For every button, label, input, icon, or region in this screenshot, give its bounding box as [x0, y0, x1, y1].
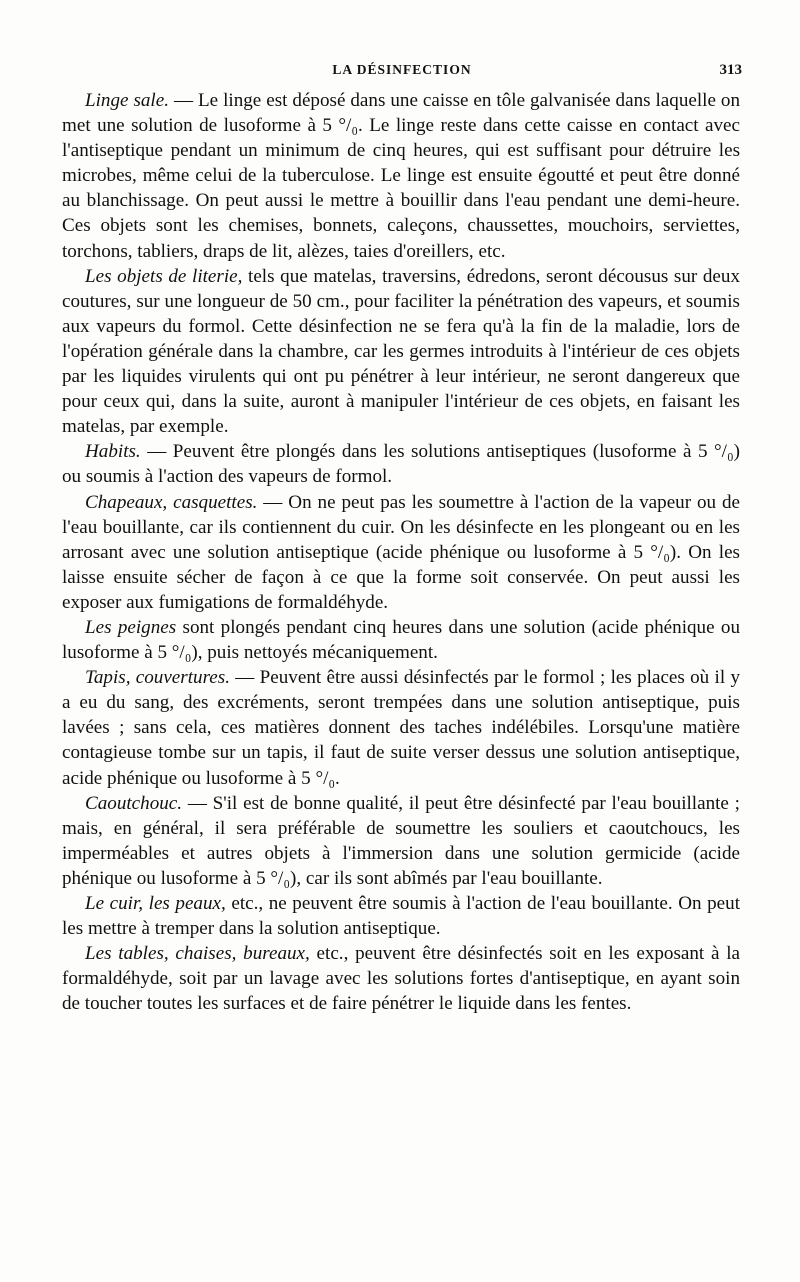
paragraph-text: etc., ne peuvent être soumis à l'action de l'eau bouillante. On peut les mettre à tremper dans la solution antiseptique. — [62, 893, 741, 940]
paragraph-text: — Peuvent être plongés dans les solutions antiseptiques (lusoforme à 5 °/₀) ou soumis à l'action des vapeurs de formol. — [62, 441, 740, 488]
paragraph-linge-sale — [62, 88, 740, 264]
paragraph-caoutchouc — [62, 791, 740, 891]
paragraph-text: etc., peuvent être désinfectés soit en les exposant à la formaldéhyde, soit par un lavage avec les solutions fortes d'antiseptique, en ayant soin de toucher toutes les surfaces et de faire pénétrer le liquide dans les fentes. — [62, 943, 740, 1015]
paragraph-tables — [62, 941, 740, 1016]
paragraph-tapis — [62, 665, 740, 790]
paragraph-lead: Le cuir, les peaux, — [85, 893, 226, 914]
paragraph-peignes — [62, 615, 740, 665]
paragraph-objets-literie — [62, 264, 740, 440]
paragraph-lead: Tapis, couvertures. — [85, 667, 230, 689]
paragraph-habits — [62, 439, 740, 489]
paragraph-lead: Habits. — [85, 441, 141, 463]
paragraph-text: — On ne peut pas les soumettre à l'action de la vapeur ou de l'eau bouillante, car ils contiennent du cuir. On les désinfecte en les plongeant ou en les arrosant avec une solution antiseptique (acide phénique ou lusoforme à 5 °/₀). On les laisse ensuite sécher de façon à ce que la forme soit conservée. On peut aussi les exposer aux fumigations de formaldéhyde. — [62, 491, 740, 613]
paragraph-text: — Peuvent être aussi désinfectés par le formol ; les places où il y a eu du sang, des excréments, seront trempées dans une solution antiseptique, puis lavées ; sans cela, ces matières donnent des taches indélébiles. Lorsqu'une matière contagieuse tombe sur un tapis, il faut de suite verser dessus une solution antiseptique, acide phénique ou lusoforme à 5 °/₀. — [62, 667, 740, 789]
body-text — [62, 88, 740, 1016]
paragraph-lead: Les peignes — [85, 616, 177, 638]
paragraph-text: — Le linge est déposé dans une caisse en tôle galvanisée dans laquelle on met une solution de lusoforme à 5 °/₀. Le linge reste dans cette caisse en contact avec l'antiseptique pendant un minimum de cinq heures, qui est suffisant pour détruire les microbes, même celui de la tuberculose. Le linge est ensuite égoutté et peut être donné au blanchissage. On peut aussi le mettre à bouillir dans l'eau pendant une demi-heure. Ces objets sont les chemises, bonnets, caleçons, chaussettes, mouchoirs, serviettes, torchons, tabliers, draps de lit, alèzes, taies d'oreillers, etc. — [62, 90, 740, 262]
paragraph-chapeaux — [62, 490, 740, 615]
paragraph-text: — S'il est de bonne qualité, il peut être désinfecté par l'eau bouillante ; mais, en général, il sera préférable de soumettre les souliers et caoutchoucs, les imperméables et autres objets à l'immersion dans une solution germicide (acide phénique ou lusoforme à 5 °/₀), car ils sont abîmés par l'eau bouillante. — [62, 792, 740, 889]
paragraph-lead: Linge sale. — [85, 90, 169, 111]
paragraph-lead: Les tables, chaises, bureaux, — [85, 943, 310, 965]
paragraph-lead: Caoutchouc. — [85, 792, 183, 814]
paragraph-lead: Chapeaux, casquettes. — [85, 491, 258, 513]
page-number: 313 — [719, 62, 742, 78]
paragraph-text: tels que matelas, traversins, édredons, seront décousus sur deux coutures, sur une longueur de 50 cm., pour faciliter la pénétration des vapeurs, et soumis aux vapeurs du formol. Cette désinfection ne se fera qu'à la fin de la maladie, lors de l'opération générale dans la chambre, car les germes introduits à l'intérieur de ces objets par les liquides virulents qui ont pu pénétrer à leur intérieur, ne seront dangereux que pour ceux qui, dans la suite, auront à manipuler l'intérieur de ces objets, en faisant les matelas, par exemple. — [62, 265, 740, 438]
paragraph-lead: Les objets de literie, — [85, 265, 243, 287]
running-title: LA DÉSINFECTION — [332, 62, 472, 77]
paragraph-cuir — [62, 891, 740, 941]
paragraph-text: sont plongés pendant cinq heures dans une solution (acide phénique ou lusoforme à 5 °/₀), puis nettoyés mécaniquement. — [62, 616, 741, 664]
running-head — [62, 62, 742, 82]
